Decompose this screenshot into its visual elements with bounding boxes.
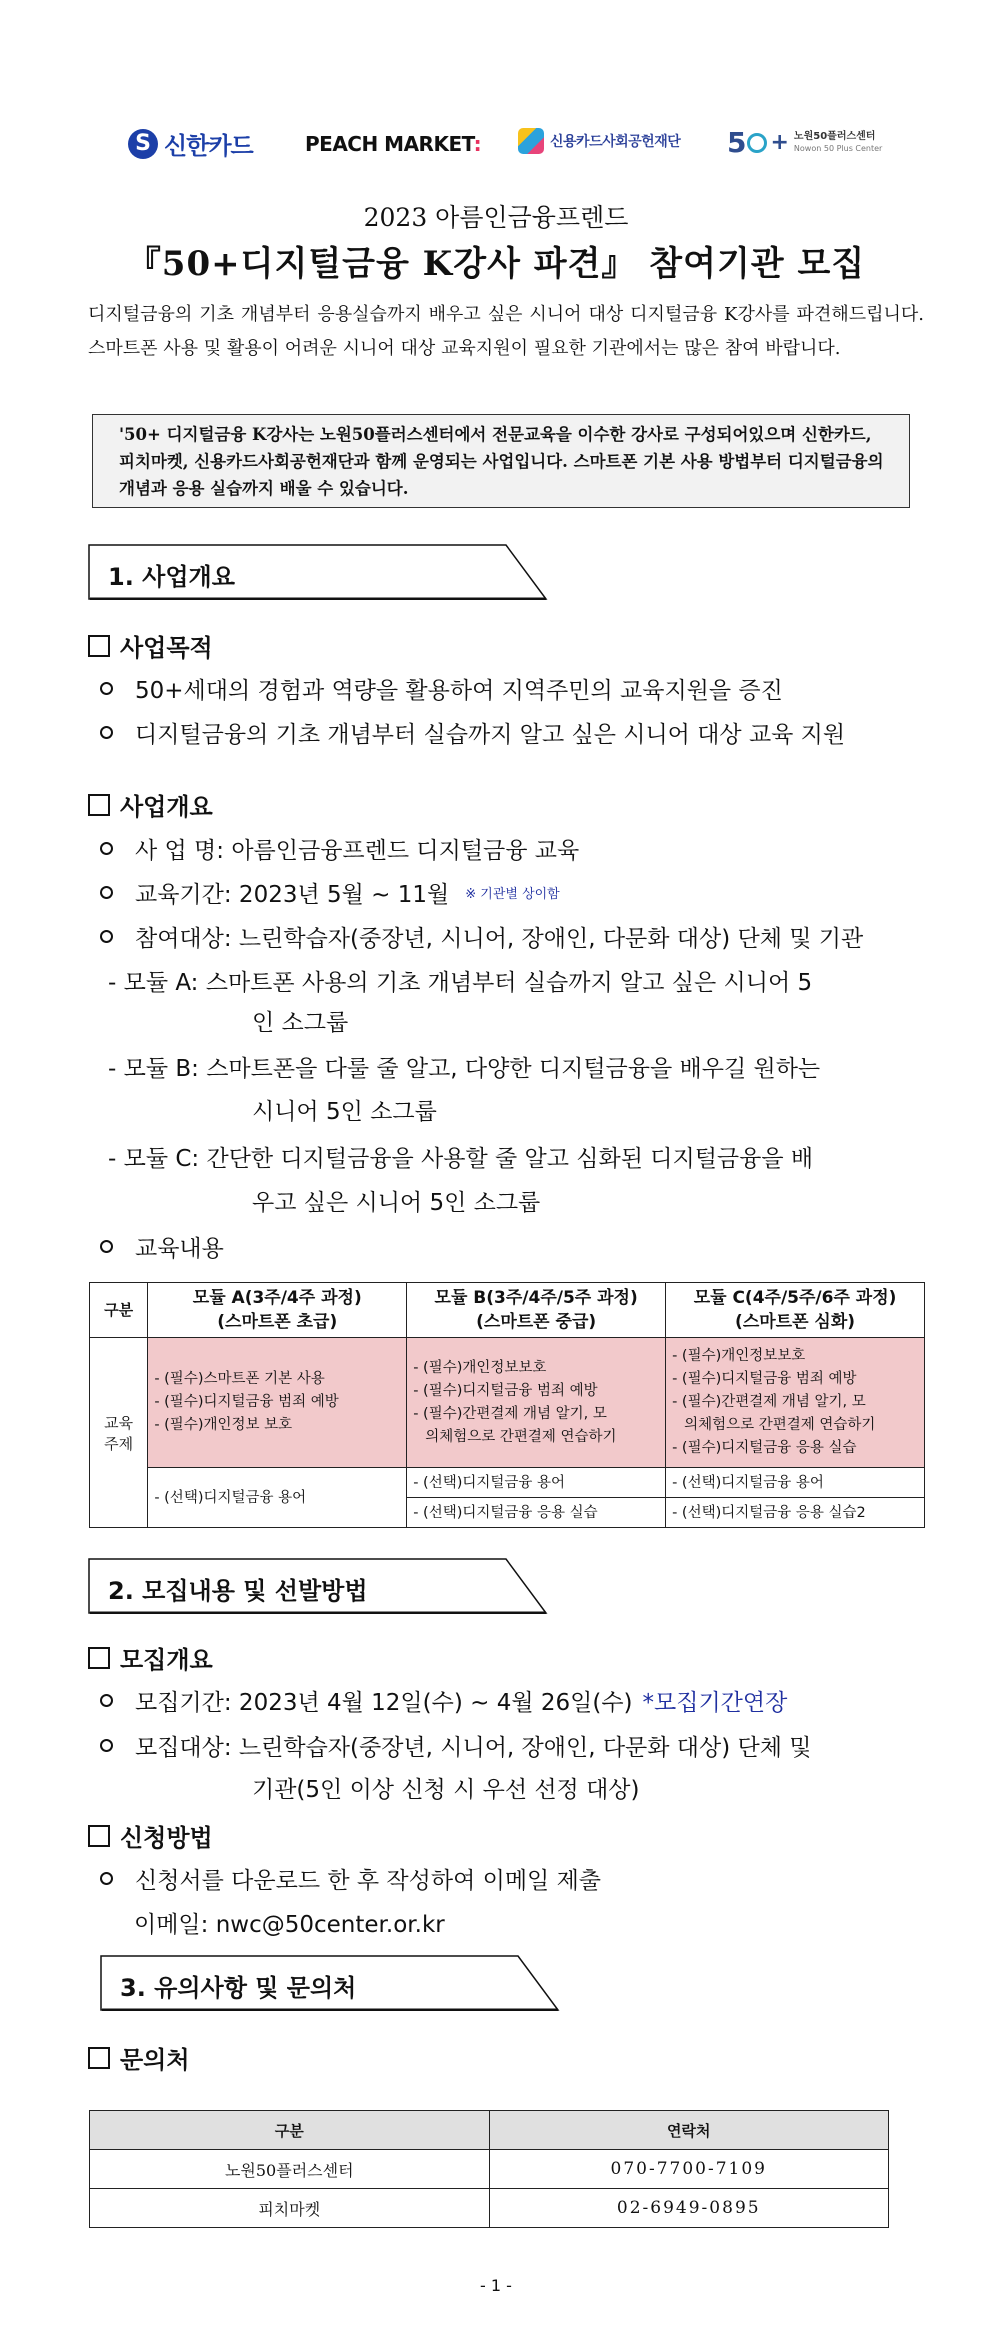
table-header-cell: 모듈 A(3주/4주 과정) (스마트폰 초급) xyxy=(148,1283,407,1338)
table-header-cell: 구분 xyxy=(90,1283,148,1338)
table-cell: - (선택)디지털금융 응용 실습2 xyxy=(666,1498,925,1528)
checkbox-icon xyxy=(88,1825,110,1847)
module-b-line-2: 시니어 5인 소그룹 xyxy=(252,1099,437,1125)
module-b-line-1: - 모듈 B: 스마트폰을 다룰 줄 알고, 다양한 디지털금융을 배우길 원하는 xyxy=(108,1056,821,1082)
checkbox-icon xyxy=(88,635,110,657)
education-content-table xyxy=(89,1282,925,1528)
list-item: 사 업 명: 아름인금융프렌드 디지털금융 교육 xyxy=(100,832,579,865)
checkbox-icon xyxy=(88,2047,110,2069)
nowon-50plus-logo: 5 + 노원50플러스센터 Nowon 50 Plus Center xyxy=(727,126,883,159)
table-cell: 교육 주제 xyxy=(90,1338,148,1528)
foundation-logo-icon xyxy=(518,128,544,154)
program-note-box: '50+ 디지털금융 K강사는 노원50플러스센터에서 전문교육을 이수한 강사로 구성되어있으며 신한카드, 피치마켓, 신용카드사회공헌재단과 함께 운영되는 사업입니다. 스마트폰 기본 사용 방법부터 디지털금융의 개념과 응용 실습까지 배울 수 있습니다. xyxy=(92,414,910,508)
credit-card-foundation-logo: 신용카드사회공헌재단 xyxy=(518,128,680,154)
bullet-circle-icon xyxy=(100,682,113,695)
table-cell: - (필수)스마트폰 기본 사용 - (필수)디지털금융 범죄 예방 - (필수)개인정보 보호 xyxy=(148,1338,407,1468)
table-cell: - (선택)디지털금융 응용 실습 xyxy=(407,1498,666,1528)
page-number: - 1 - xyxy=(480,2276,512,2295)
table-header-row xyxy=(90,1283,925,1338)
section-header-1: 1. 사업개요 xyxy=(88,544,548,600)
table-header-cell: 모듈 C(4주/5주/6주 과정) (스마트폰 심화) xyxy=(666,1283,925,1338)
checkbox-icon xyxy=(88,1647,110,1669)
ring-icon xyxy=(747,133,767,153)
table-row xyxy=(90,2189,889,2228)
checkbox-icon xyxy=(88,794,110,816)
table-cell: - (선택)디지털금융 용어 xyxy=(407,1468,666,1498)
list-item: 신청서를 다운로드 한 후 작성하여 이메일 제출 xyxy=(100,1862,601,1895)
bullet-circle-icon xyxy=(100,842,113,855)
shinhan-logo-icon: S xyxy=(128,129,158,159)
table-cell: 070-7700-7109 xyxy=(489,2150,889,2189)
list-item: 참여대상: 느린학습자(중장년, 시니어, 장애인, 다문화 대상) 단체 및 기관 xyxy=(100,920,863,953)
section-header-3: 3. 유의사항 및 문의처 xyxy=(100,1955,560,2011)
document-subtitle: 2023 아름인금융프렌드 xyxy=(363,203,629,232)
list-item: 모집대상: 느린학습자(중장년, 시니어, 장애인, 다문화 대상) 단체 및 xyxy=(100,1729,811,1762)
recruit-heading: 모집개요 xyxy=(88,1640,213,1675)
bullet-circle-icon xyxy=(100,1739,113,1752)
list-item: 교육내용 xyxy=(100,1230,224,1263)
bullet-circle-icon xyxy=(100,1240,113,1253)
table-cell: - (필수)개인정보보호 - (필수)디지털금융 범죄 예방 - (필수)간편결제 개념 알기, 모 의체험으로 간편결제 연습하기 xyxy=(407,1338,666,1468)
module-a-line-1: - 모듈 A: 스마트폰 사용의 기초 개념부터 실습까지 알고 싶은 시니어 5 xyxy=(108,970,813,996)
bullet-circle-icon xyxy=(100,726,113,739)
contact-table xyxy=(89,2110,889,2228)
table-row xyxy=(90,2150,889,2189)
table-cell: - (선택)디지털금융 용어 xyxy=(666,1468,925,1498)
module-c-line-1: - 모듈 C: 간단한 디지털금융을 사용할 줄 알고 심화된 디지털금융을 배 xyxy=(108,1146,814,1172)
recruit-target-line-2: 기관(5인 이상 신청 시 우선 선정 대상) xyxy=(252,1777,640,1803)
list-item: 모집기간: 2023년 4월 12일(수) ~ 4월 26일(수) *모집기간연장 xyxy=(100,1684,787,1717)
module-a-line-2: 인 소그룹 xyxy=(252,1010,349,1036)
table-header-row xyxy=(90,2111,889,2150)
section-header-2: 2. 모집내용 및 선발방법 xyxy=(88,1558,548,1614)
document-title: 『50+디지털금융 K강사 파견』 참여기관 모집 xyxy=(126,244,866,284)
apply-email: 이메일: nwc@50center.or.kr xyxy=(134,1912,445,1938)
list-item: 교육기간: 2023년 5월 ~ 11월 ※ 기관별 상이함 xyxy=(100,876,560,909)
table-cell: - (선택)디지털금융 용어 xyxy=(148,1468,407,1528)
shinhan-card-logo: S 신한카드 xyxy=(128,126,253,161)
module-c-line-2: 우고 싶은 시니어 5인 소그룹 xyxy=(252,1190,541,1216)
table-cell: 02-6949-0895 xyxy=(489,2189,889,2228)
purpose-heading: 사업목적 xyxy=(88,628,213,663)
table-row xyxy=(90,1338,925,1468)
overview-heading: 사업개요 xyxy=(88,787,213,822)
bullet-circle-icon xyxy=(100,930,113,943)
bullet-circle-icon xyxy=(100,1872,113,1885)
intro-paragraph: 디지털금융의 기초 개념부터 응용실습까지 배우고 싶은 시니어 대상 디지털금융 K강사를 파견해드립니다. 스마트폰 사용 및 활용이 어려운 시니어 대상 교육지원이 필요한 기관에서는 많은 참여 바랍니다. xyxy=(88,304,924,359)
apply-heading: 신청방법 xyxy=(88,1818,213,1853)
table-header-cell: 연락처 xyxy=(489,2111,889,2150)
contact-heading: 문의처 xyxy=(88,2040,190,2075)
peach-market-logo: PEACH MARKET: xyxy=(305,132,482,156)
partner-logos xyxy=(0,120,992,170)
table-cell: 피치마켓 xyxy=(90,2189,490,2228)
list-item: 디지털금융의 기초 개념부터 실습까지 알고 싶은 시니어 대상 교육 지원 xyxy=(100,716,845,749)
table-row xyxy=(90,1468,925,1498)
bullet-circle-icon xyxy=(100,886,113,899)
table-cell: - (필수)개인정보보호 - (필수)디지털금융 범죄 예방 - (필수)간편결제 개념 알기, 모 의체험으로 간편결제 연습하기 - (필수)디지털금융 응용 실습 xyxy=(666,1338,925,1468)
list-item: 50+세대의 경험과 역량을 활용하여 지역주민의 교육지원을 증진 xyxy=(100,672,783,705)
table-header-cell: 구분 xyxy=(90,2111,490,2150)
bullet-circle-icon xyxy=(100,1694,113,1707)
table-cell: 노원50플러스센터 xyxy=(90,2150,490,2189)
table-header-cell: 모듈 B(3주/4주/5주 과정) (스마트폰 중급) xyxy=(407,1283,666,1338)
